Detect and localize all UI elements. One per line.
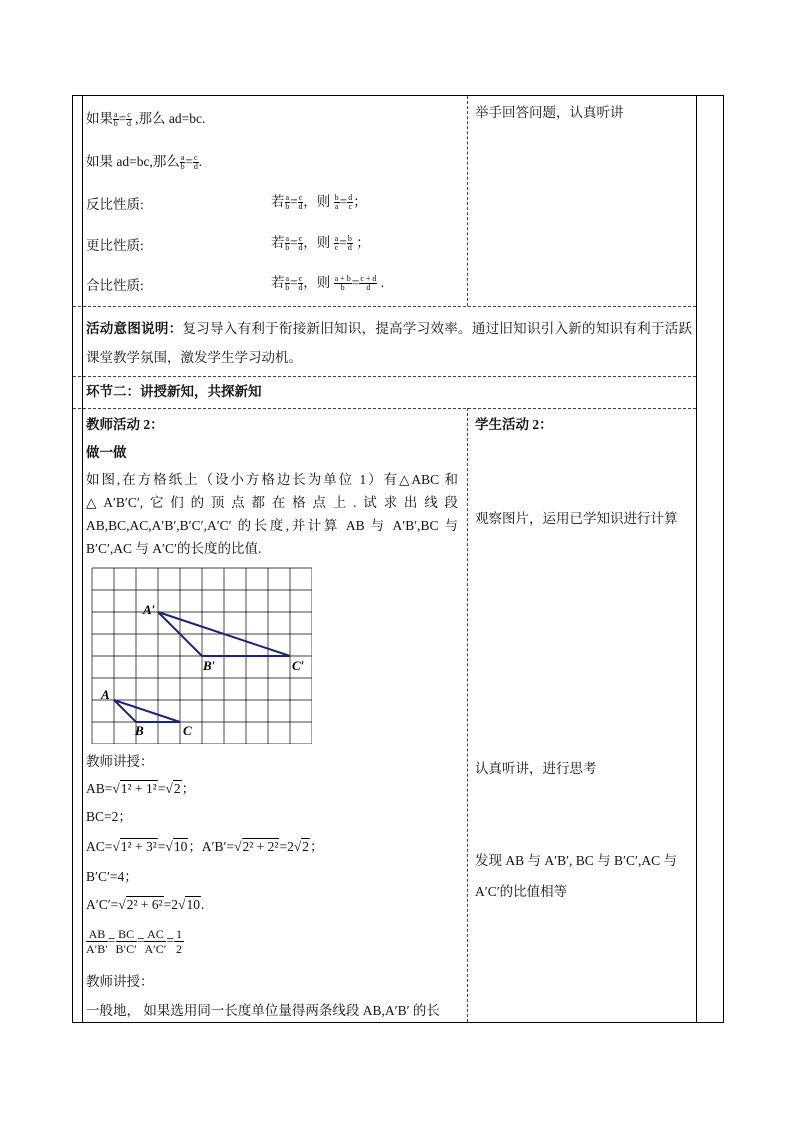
calc-apcp: A′C′=√2² + 6²=2√10. (86, 897, 205, 912)
subheading-try: 做一做 (86, 445, 127, 460)
alternation-property-formula: 若 $\frac{a}{b}$ = $\frac{c}{d}$ ，则 $\frac{a}{c}$ = $\frac{b}{d}$ ； (271, 234, 370, 253)
calc-ab: AB=√1² + 1²=√2； (86, 781, 196, 796)
calc-bpcp: B′C′=4； (86, 869, 138, 884)
calc-bc: BC=2； (86, 809, 132, 824)
text-if: 如果 (86, 111, 113, 126)
activity-intent (86, 314, 692, 372)
student-discover-1: 发现 AB 与 A′B′, BC 与 B′C′,AC 与 (475, 853, 677, 868)
addition-property-formula: 若 $\frac{a}{b}$ = $\frac{c}{d}$ ，则 $\frac{a + b}{b}$ = $\frac{c + d}{d}$ . (271, 274, 385, 293)
teacher-explain-1: 教师讲授： (86, 754, 154, 769)
ratio-equation: $\frac{AB}{A'B'}$ = $\frac{BC}{B'C'}$ = $\frac{AC}{A'C'}$ = $\frac{1}{2}$ (86, 927, 182, 956)
table-border-right (723, 95, 724, 1023)
row-divider (73, 408, 696, 409)
table-border-top (72, 95, 724, 96)
label-c: C (183, 723, 192, 738)
label-a-prime: A′ (143, 602, 156, 617)
teacher-activity-heading: 教师活动 2： (86, 417, 164, 432)
teacher-explain-2: 教师讲授： (86, 974, 154, 989)
grid-figure (90, 566, 312, 744)
problem-paragraph: 如图,在方格纸上（设小方格边长为单位 1）有△ABC 和△A′B′C′,它们的顶点都在格点上.试求出线段AB,BC,AC,A′B′,B′C′,A′C′ 的长度,并计算 AB 与 A′B′,BC 与B′C′,AC 与 A′C′的长度的比值. (86, 472, 458, 556)
fraction-c-d: $\frac{c}{d}$ (126, 110, 131, 129)
fraction-a-b: $\frac{a}{b}$ (113, 110, 118, 129)
intent-label: 活动意图说明： (86, 321, 183, 336)
right-margin-line (696, 95, 697, 1023)
teacher-last-line: 一般地， 如果选用同一长度单位量得两条线段 AB,A′B′ 的长 (86, 1003, 440, 1018)
student-activity-heading: 学生活动 2： (475, 417, 553, 432)
intent-text: 复习导入有利于衔接新旧知识，提高学习效率。通过旧知识引入新的知识有利于活跃课堂教学氛围，激发学生学习动机。 (86, 321, 693, 365)
label-b: B (135, 723, 144, 738)
ratio-property-line-2: 如果 ad=bc,那么 $\frac{a}{b}$ = $\frac{c}{d}$ . (86, 153, 202, 172)
inverse-property-formula: 若 $\frac{a}{b}$ = $\frac{c}{d}$ ，则 $\frac{b}{a}$ = $\frac{d}{c}$ ； (271, 193, 367, 212)
addition-property-label: 合比性质: (86, 278, 144, 293)
label-c-prime: C′ (292, 658, 305, 673)
table-border-left (72, 95, 73, 1023)
student-discover-2: A′C′的比值相等 (475, 884, 568, 899)
fraction-c-d: $\frac{c}{d}$ (193, 153, 198, 172)
student-listen: 认真听讲，进行思考 (475, 761, 597, 776)
fraction-a-b: $\frac{a}{b}$ (180, 153, 185, 172)
row-divider (73, 376, 696, 377)
calc-ac-apbp: AC=√1² + 3²=√10；A′B′=√2² + 2²=2√2； (86, 839, 324, 854)
section-title: 环节二：讲授新知，共探新知 (86, 384, 262, 399)
student-reply: 举手回答问题，认真听讲 (475, 105, 624, 120)
inverse-property-label: 反比性质: (86, 197, 144, 212)
table-border-bottom (72, 1022, 724, 1023)
triangle-abc (114, 700, 180, 722)
label-b-prime: B′ (203, 658, 216, 673)
ratio-property-line-1: 如果 $\frac{a}{b}$ = $\frac{c}{d}$ ,那么 ad=bc. (86, 110, 206, 129)
left-inner-line (82, 96, 83, 1022)
student-observe: 观察图片，运用已学知识进行计算 (475, 511, 678, 526)
column-divider (467, 96, 468, 306)
column-divider (467, 408, 468, 1022)
alternation-property-label: 更比性质: (86, 238, 144, 253)
row-divider (73, 306, 696, 307)
label-a: A (101, 687, 110, 702)
